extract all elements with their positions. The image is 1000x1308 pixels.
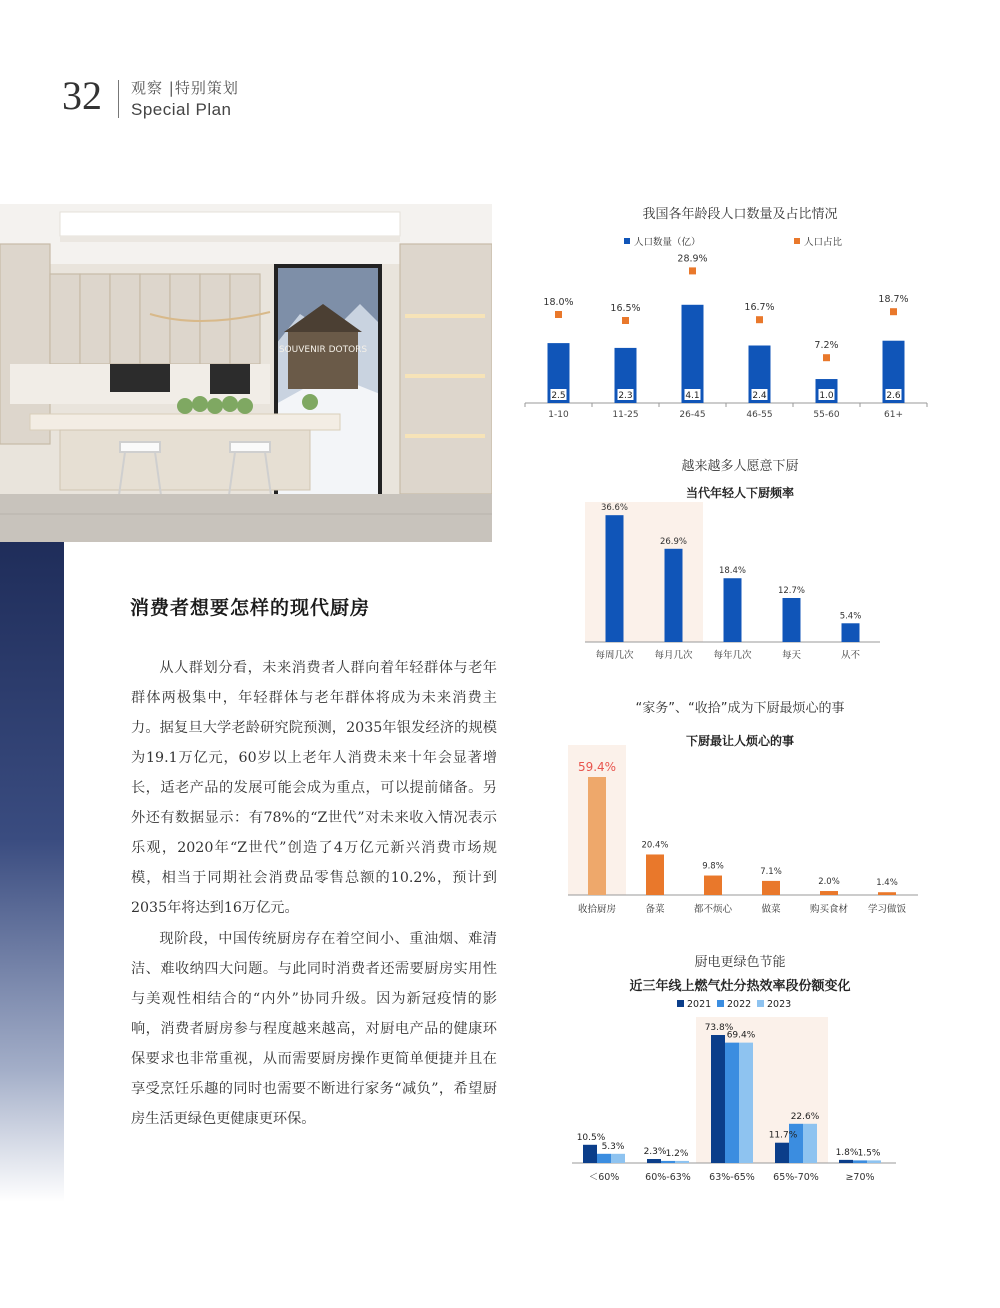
- share-marker: [823, 354, 830, 361]
- x-tick-label: 购买食材: [809, 904, 849, 915]
- share-label: 28.9%: [677, 253, 708, 265]
- efficiency-label: 73.8%: [704, 1023, 734, 1033]
- frequency-label: 36.6%: [600, 503, 629, 514]
- frequency-bar: [724, 578, 742, 642]
- frequency-label: 26.9%: [659, 536, 688, 547]
- chart1-title: 我国各年龄段人口数量及占比情况: [642, 207, 838, 222]
- x-tick-label: 55-60: [813, 410, 840, 420]
- annoyance-label: 1.4%: [876, 878, 898, 889]
- efficiency-bar: [583, 1145, 597, 1163]
- legend-label: 2023: [767, 999, 792, 1010]
- annoyance-label: 7.1%: [760, 866, 782, 877]
- annoyance-label: 2.0%: [818, 877, 840, 888]
- x-tick-label: 26-45: [679, 410, 706, 420]
- annoyance-label: 9.8%: [702, 861, 724, 872]
- x-tick-label: 收拾厨房: [577, 904, 617, 915]
- frequency-label: 12.7%: [777, 585, 806, 596]
- population-label: 2.3: [618, 391, 633, 401]
- population-label: 2.4: [752, 391, 767, 401]
- section-title-cn: 观察 |特别策划: [131, 79, 239, 97]
- x-tick-label: 61+: [884, 410, 903, 420]
- x-tick-label: 做菜: [761, 904, 781, 915]
- kitchen-annoyance-chart: [555, 745, 925, 920]
- x-tick-label: 都不烦心: [693, 904, 733, 915]
- efficiency-bar: [661, 1161, 675, 1163]
- x-tick-label: 1-10: [548, 410, 569, 420]
- x-tick-label: 从不: [840, 650, 861, 661]
- annoyance-bar: [762, 881, 780, 895]
- chart3-subtitle: 下厨最让人烦心的事: [685, 734, 794, 748]
- chart4-title: 厨电更绿色节能: [694, 955, 786, 970]
- x-tick-label: 65%-70%: [773, 1172, 819, 1183]
- population-label: 1.0: [819, 391, 834, 401]
- share-label: 16.7%: [744, 302, 775, 314]
- chart3-title: “家务”、“收拾”成为下厨最烦心的事: [635, 701, 845, 716]
- efficiency-bar: [739, 1043, 753, 1163]
- x-tick-label: 备菜: [645, 904, 665, 915]
- cooking-frequency-chart: [580, 500, 890, 670]
- page-number: 32: [62, 73, 102, 118]
- efficiency-label: 1.5%: [857, 1148, 881, 1159]
- legend-label: 2021: [687, 999, 712, 1010]
- chart2-title: 越来越多人愿意下厨: [681, 459, 799, 474]
- x-tick-label: 每天: [781, 650, 802, 661]
- annoyance-bar: [820, 891, 838, 895]
- x-tick-label: 每周几次: [595, 650, 634, 661]
- x-tick-label: 63%-65%: [709, 1172, 755, 1183]
- population-label: 4.1: [685, 391, 700, 401]
- efficiency-label: 22.6%: [790, 1111, 820, 1122]
- x-tick-label: 每月几次: [654, 650, 693, 661]
- annoyance-bar: [878, 892, 896, 895]
- x-tick-label: 46-55: [746, 410, 773, 420]
- frequency-label: 18.4%: [718, 566, 747, 577]
- efficiency-bar: [775, 1143, 789, 1163]
- efficiency-bar: [647, 1159, 661, 1163]
- x-tick-label: ≥70%: [845, 1172, 875, 1183]
- efficiency-bar: [611, 1154, 625, 1163]
- population-label: 2.6: [886, 391, 901, 401]
- legend-swatch-share: [794, 238, 800, 244]
- frequency-label: 5.4%: [839, 611, 862, 622]
- efficiency-bar: [711, 1035, 725, 1163]
- share-label: 18.7%: [878, 294, 909, 306]
- annoyance-label: 59.4%: [577, 760, 617, 774]
- legend-label-share: 人口占比: [804, 237, 843, 248]
- share-label: 18.0%: [543, 297, 574, 308]
- efficiency-bar: [675, 1161, 689, 1163]
- efficiency-label: 2.3%: [643, 1147, 667, 1158]
- frequency-bar: [606, 515, 624, 642]
- article-title: 消费者想要怎样的现代厨房: [130, 597, 371, 619]
- population-label: 2.5: [551, 391, 566, 401]
- annoyance-label: 20.4%: [641, 840, 669, 851]
- kitchen-photo: [0, 204, 492, 542]
- share-label: 7.2%: [814, 340, 839, 352]
- frequency-bar: [665, 549, 683, 642]
- x-tick-label: 学习做饭: [867, 904, 907, 915]
- efficiency-label: 10.5%: [576, 1132, 606, 1143]
- share-marker: [622, 317, 629, 324]
- chart2-subtitle: 当代年轻人下厨频率: [685, 486, 794, 500]
- efficiency-label: 1.8%: [835, 1147, 859, 1158]
- share-marker: [689, 267, 696, 274]
- share-marker: [555, 311, 562, 318]
- x-tick-label: 60%-63%: [645, 1172, 691, 1183]
- legend-label: 2022: [727, 999, 752, 1010]
- stove-efficiency-chart: [560, 995, 900, 1190]
- share-marker: [890, 308, 897, 315]
- annoyance-bar: [588, 777, 606, 895]
- decorative-side-bar: [0, 542, 64, 1202]
- frequency-bar: [783, 598, 801, 642]
- efficiency-bar: [867, 1160, 881, 1163]
- share-marker: [756, 316, 763, 323]
- population-chart: [510, 228, 970, 428]
- efficiency-bar: [839, 1160, 853, 1163]
- efficiency-bar: [803, 1124, 817, 1163]
- chart4-subtitle: 近三年线上燃气灶分热效率段份额变化: [629, 979, 851, 994]
- efficiency-label: 1.2%: [665, 1148, 689, 1159]
- efficiency-label: 11.7%: [768, 1130, 798, 1141]
- population-bar: [682, 305, 704, 403]
- share-label: 16.5%: [610, 303, 641, 314]
- efficiency-label: 69.4%: [726, 1030, 756, 1041]
- article-paragraph-2: 现阶段，中国传统厨房存在着空间小、重油烟、难清洁、难收纳四大问题。与此同时消费者还需要厨房实用性与美观性相结合的“内外”协同升级。因为新冠疫情的影响，消费者厨房参与程度越来越高，对厨电产品的健康环保要求也非常重视，从而需要厨房操作更简单便捷并且在享受烹饪乐趣的同时也需要不断进行家务“减负”，希望厨房生活更绿色更健康更环保。: [131, 931, 497, 1127]
- legend-swatch: [757, 1000, 764, 1007]
- legend-swatch: [717, 1000, 724, 1007]
- annoyance-bar: [646, 854, 664, 895]
- highlight-band: [585, 502, 703, 642]
- efficiency-bar: [597, 1154, 611, 1163]
- x-tick-label: 每年几次: [713, 650, 752, 661]
- x-tick-label: ＜60%: [588, 1172, 620, 1183]
- efficiency-label: 5.3%: [601, 1141, 625, 1152]
- legend-swatch: [677, 1000, 684, 1007]
- frequency-bar: [842, 623, 860, 642]
- sign-text: SOUVENIR DOTORS: [278, 345, 368, 355]
- annoyance-bar: [704, 876, 722, 895]
- legend-swatch-population: [624, 238, 630, 244]
- x-tick-label: 11-25: [612, 410, 639, 420]
- efficiency-bar: [725, 1043, 739, 1163]
- article-paragraph-1: 从人群划分看，未来消费者人群向着年轻群体与老年群体两极集中，年轻群体与老年群体将成为未来消费主力。据复旦大学老龄研究院预测，2035年银发经济的规模为19.1万亿元，60岁以上老年人消费未来十年会显著增长，适老产品的发展可能会成为重点，可以提前储备。另外还有数据显示：有78%的“Z世代”对未来收入情况表示乐观，2020年“Z世代”创造了4万亿元新兴消费市场规模，相当于同期社会消费品零售总额的10.2%，预计到2035年将达到16万亿元。: [131, 660, 497, 916]
- efficiency-bar: [853, 1160, 867, 1163]
- efficiency-bar: [789, 1124, 803, 1163]
- legend-label-population: 人口数量（亿）: [634, 237, 701, 248]
- section-title-en: Special Plan: [131, 100, 232, 119]
- kitchen-illustration: [0, 204, 492, 542]
- header-divider: [118, 80, 119, 118]
